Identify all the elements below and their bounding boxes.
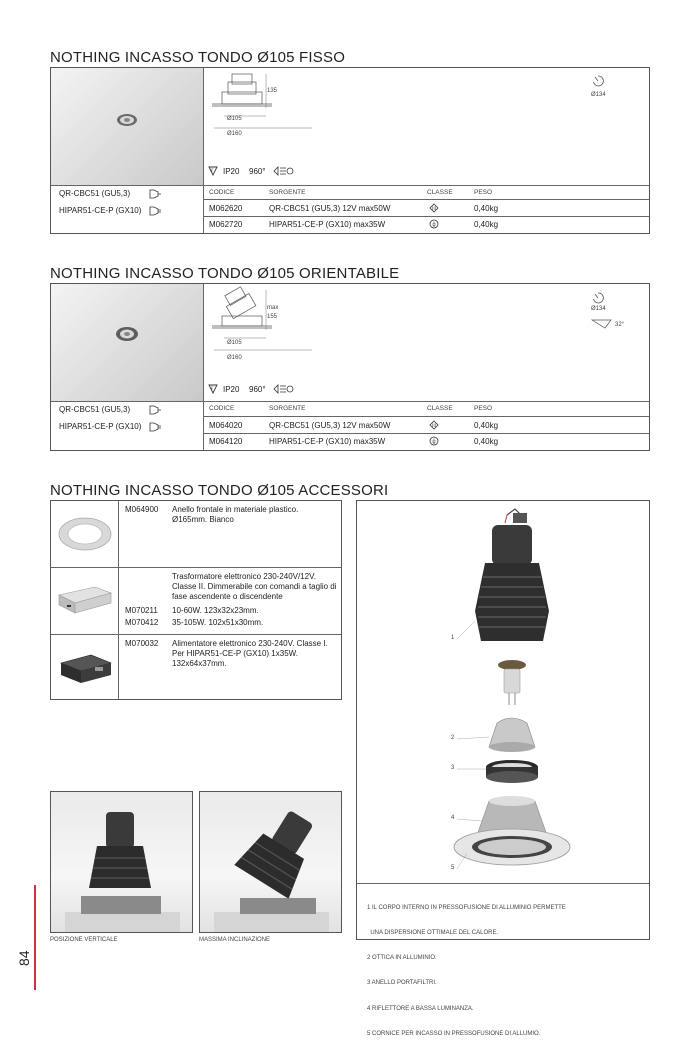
orientabile-row2-peso: 0,40kg	[474, 437, 499, 446]
fisso-row2-sorgente: HIPAR51-CE-P (GX10) max35W	[269, 220, 386, 229]
header-sorgente: SORGENTE	[269, 189, 306, 196]
class-iii-icon	[429, 203, 439, 213]
svg-text:III: III	[432, 207, 436, 212]
acc2-row1-code: M070211	[125, 606, 158, 615]
fisso-row2-codice: M062720	[209, 220, 243, 229]
fisso-row1-sorgente: QR-CBC51 (GU5,3) 12V max50W	[269, 204, 391, 213]
legend-line-2: UNA DISPERSIONE OTTIMALE DEL CALORE.	[367, 930, 499, 937]
header-sorgente: SORGENTE	[269, 405, 306, 412]
orientabile-product-photo	[51, 284, 203, 401]
fisso-height-dim: 135	[267, 88, 278, 94]
orientabile-hole-dim: Ø134	[591, 306, 606, 312]
caption-vertical: POSIZIONE VERTICALE	[50, 937, 118, 943]
acc1-code: M064900	[125, 505, 159, 514]
fisso-technical-drawing	[204, 68, 314, 143]
flame-class-icon	[208, 384, 218, 394]
accessori-table	[50, 500, 342, 700]
front-ring-image	[55, 513, 115, 555]
orientabile-diameter-160: Ø160	[227, 355, 242, 361]
lamp-gx10-icon	[149, 205, 163, 217]
acc3-desc2: Per HIPAR51-CE-P (GX10) 1x35W.	[172, 649, 298, 658]
class-i-icon	[429, 219, 439, 229]
fisso-glow-wire: 960°	[249, 167, 266, 176]
fisso-row1-codice: M062620	[209, 204, 243, 213]
header-classe: CLASSE	[427, 405, 453, 412]
accent-bar	[34, 885, 36, 990]
orientabile-height-dim: 155	[267, 314, 278, 320]
part-number-5: 5	[451, 865, 455, 871]
fisso-row1-peso: 0,40kg	[474, 204, 499, 213]
orientabile-row2-sorgente: HIPAR51-CE-P (GX10) max35W	[269, 437, 386, 446]
exploded-legend	[367, 887, 566, 1055]
page-number: 84	[16, 950, 32, 966]
header-codice: CODICE	[209, 189, 235, 196]
exploded-view-panel	[356, 500, 650, 1037]
acc3-desc3: 132x64x37mm.	[172, 659, 227, 668]
acc2-desc3: fase ascendente o discendente	[172, 592, 283, 601]
cutout-icon	[591, 74, 605, 88]
acc1-desc2: Ø165mm. Bianco	[172, 515, 234, 524]
acc2-row2-code: M070412	[125, 618, 159, 627]
fisso-lamp-2: HIPAR51-CE-P (GX10)	[59, 206, 142, 215]
orientabile-table	[50, 283, 650, 451]
acc3-code: M070032	[125, 639, 159, 648]
fisso-diameter-105: Ø105	[227, 116, 242, 122]
orientabile-ip-rating: IP20	[223, 385, 240, 394]
fisso-row2-peso: 0,40kg	[474, 220, 499, 229]
header-codice: CODICE	[209, 405, 235, 412]
acc3-desc1: Alimentatore elettronico 230-240V. Classe I.	[172, 639, 328, 648]
section-title-fisso: NOTHING INCASSO TONDO Ø105 FISSO	[50, 49, 346, 66]
cutout-icon	[591, 291, 605, 305]
header-classe: CLASSE	[427, 189, 453, 196]
legend-line-6: 5 CORNICE PER INCASSO IN PRESSOFUSIONE DI ALLUMIO.	[367, 1030, 541, 1037]
part-number-4: 4	[451, 815, 455, 821]
tilted-lamp-photo	[200, 792, 342, 933]
fisso-ip-rating: IP20	[223, 167, 240, 176]
orientabile-glow-wire: 960°	[249, 385, 266, 394]
header-peso: PESO	[474, 189, 493, 196]
acc2-row1-text: 10-60W. 123x32x23mm.	[172, 606, 259, 615]
acc2-desc1: Trasformatore elettronico 230-240V/12V.	[172, 572, 316, 581]
fisso-product-photo	[51, 68, 203, 185]
lamp-gx10-icon	[149, 421, 163, 433]
lamp-gu53-icon	[149, 404, 163, 416]
fisso-table	[50, 67, 650, 234]
legend-line-4: 3 ANELLO PORTAFILTRI.	[367, 980, 437, 987]
photo-vertical-position	[50, 791, 193, 933]
flame-class-icon	[208, 166, 218, 176]
orientabile-row2-codice: M064120	[209, 437, 243, 446]
cert-icon	[272, 166, 294, 176]
acc2-row2-text: 35-105W. 102x51x30mm.	[172, 618, 264, 627]
caption-max-tilt: MASSIMA INCLINAZIONE	[199, 937, 271, 943]
orientabile-row1-peso: 0,40kg	[474, 421, 499, 430]
fisso-lamp-1: QR-CBC51 (GU5,3)	[59, 189, 131, 198]
legend-line-3: 2 OTTICA IN ALLUMINIO.	[367, 955, 437, 962]
orientabile-diameter-105: Ø105	[227, 340, 242, 346]
cert-icon	[272, 384, 294, 394]
class-iii-icon	[429, 420, 439, 430]
svg-text:F: F	[211, 386, 214, 391]
exploded-view-image	[357, 501, 649, 883]
part-number-3: 3	[451, 765, 455, 771]
fisso-hole-dim: Ø134	[591, 92, 606, 98]
recessed-light-image	[51, 68, 203, 185]
orientabile-lamp-2: HIPAR51-CE-P (GX10)	[59, 422, 142, 431]
transformer-image	[55, 583, 115, 617]
legend-line-1: 1 IL CORPO INTERNO IN PRESSOFUSIONE DI ALLUMINIO PERMETTE	[367, 904, 566, 911]
orientabile-lamp-1: QR-CBC51 (GU5,3)	[59, 405, 131, 414]
section-title-orientabile: NOTHING INCASSO TONDO Ø105 ORIENTABILE	[50, 265, 400, 282]
orientabile-technical-drawing	[204, 284, 314, 359]
header-peso: PESO	[474, 405, 493, 412]
orientabile-row1-codice: M064020	[209, 421, 243, 430]
orientabile-height-label: max	[267, 305, 279, 311]
part-number-1: 1	[451, 635, 455, 641]
recessed-light-image	[51, 284, 203, 401]
legend-line-5: 4 RIFLETTORE A BASSA LUMINANZA.	[367, 1005, 474, 1012]
class-i-icon	[429, 436, 439, 446]
part-number-2: 2	[451, 735, 455, 741]
vertical-lamp-photo	[51, 792, 193, 933]
tilt-angle-icon	[591, 318, 615, 330]
photo-max-tilt	[199, 791, 342, 933]
svg-text:III: III	[432, 424, 436, 429]
section-title-accessori: NOTHING INCASSO TONDO Ø105 ACCESSORI	[50, 482, 389, 499]
power-supply-image	[55, 647, 115, 689]
fisso-diameter-160: Ø160	[227, 131, 242, 137]
svg-text:F: F	[211, 168, 214, 173]
orientabile-tilt-angle: 32°	[615, 322, 625, 328]
acc1-desc1: Anello frontale in materiale plastico.	[172, 505, 299, 514]
acc2-desc2: Classe II. Dimmerabile con comandi a taglio di	[172, 582, 337, 591]
orientabile-row1-sorgente: QR-CBC51 (GU5,3) 12V max50W	[269, 421, 391, 430]
lamp-gu53-icon	[149, 188, 163, 200]
